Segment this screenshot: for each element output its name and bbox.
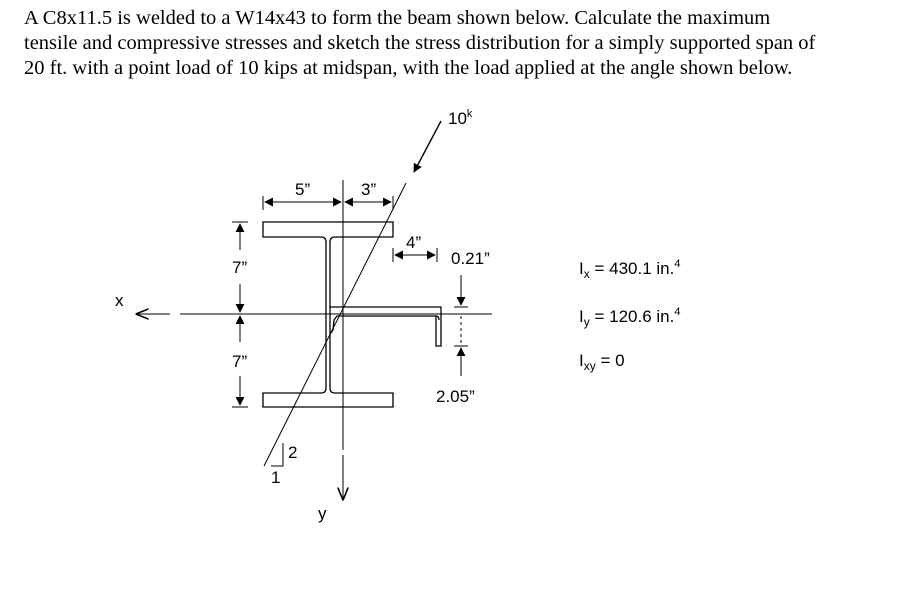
dim-4in: 4” bbox=[406, 233, 422, 252]
iy-property: $I_y = 120.6$ in.$^4$ bbox=[579, 306, 681, 329]
dim-2-05in: 2.05” bbox=[436, 387, 475, 406]
ix-property: $I_x = 430.1$ in.$^4$ bbox=[579, 258, 681, 281]
dim-5in: 5” bbox=[295, 180, 311, 199]
reference-axes bbox=[137, 180, 492, 499]
channel-depth-dimensions bbox=[454, 275, 468, 376]
load-arrow bbox=[414, 121, 441, 172]
ixy-property: $I_{xy} = 0$ bbox=[579, 351, 625, 373]
x-axis-label: x bbox=[115, 291, 124, 310]
problem-line-1: A C8x11.5 is welded to a W14x43 to form the beam shown below. Calculate the maximum bbox=[24, 7, 771, 29]
c-channel bbox=[330, 307, 441, 346]
problem-line-2: tensile and compressive stresses and sketch the stress distribution for a simply supported span of bbox=[24, 32, 816, 54]
dim-7in-lower: 7” bbox=[232, 352, 248, 371]
dim-7in-upper: 7” bbox=[232, 258, 248, 277]
slope-run-label: 1 bbox=[271, 468, 281, 487]
y-axis-label: y bbox=[318, 504, 327, 523]
slope-triangle bbox=[271, 443, 283, 466]
load-label: 10$^k$ bbox=[448, 108, 473, 128]
left-depth-dimensions bbox=[232, 222, 248, 407]
load-line bbox=[264, 121, 441, 466]
slope-rise-label: 2 bbox=[288, 443, 298, 462]
dim-0-21in: 0.21” bbox=[451, 249, 490, 268]
problem-line-3: 20 ft. with a point load of 10 kips at midspan, with the load applied at the angle shown below. bbox=[24, 57, 793, 79]
dim-3in: 3” bbox=[361, 180, 377, 199]
